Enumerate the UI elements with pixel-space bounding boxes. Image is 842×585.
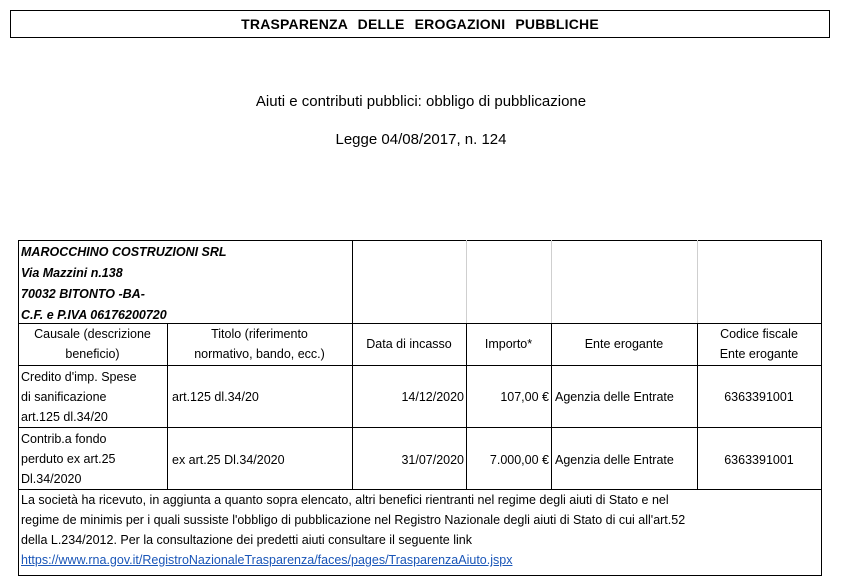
header-causale-line2: beneficio) <box>65 347 120 361</box>
note-line2: regime de minimis per i quali sussiste l'obbligo di pubblicazione nel Registro Nazionale degli aiuti di Stato di cui all'art.52 <box>21 513 686 527</box>
grants-table <box>18 240 822 576</box>
table-border-top <box>18 240 822 241</box>
header-bottom-line <box>18 365 822 366</box>
row1-causale-line3: art.125 dl.34/20 <box>21 410 108 424</box>
table-row-2-data: 31/07/2020 <box>401 453 464 467</box>
note-line1: La società ha ricevuto, in aggiunta a quanto sopra elencato, altri benefici rientranti nel regime degli aiuti di Stato e nel <box>21 493 669 507</box>
company-name: MAROCCHINO COSTRUZIONI SRL <box>21 245 227 259</box>
table-row-1-importo: 107,00 € <box>500 390 549 404</box>
gridline <box>697 240 698 323</box>
row2-causale-line2: perduto ex art.25 <box>21 452 116 466</box>
table-row-1-causale <box>21 367 167 427</box>
company-address: Via Mazzini n.138 <box>21 266 123 280</box>
header-titolo-line1: Titolo (riferimento <box>211 327 308 341</box>
header-causale <box>18 324 167 364</box>
table-border-bottom <box>18 575 822 576</box>
gridline <box>466 240 467 323</box>
gridline <box>551 240 552 323</box>
table-row-2-causale <box>21 429 167 489</box>
disclosure-note <box>21 490 819 570</box>
table-row-2-importo: 7.000,00 € <box>489 453 549 467</box>
note-line3: della L.234/2012. Per la consultazione dei predetti aiuti consultare il seguente link <box>21 533 472 547</box>
header-ente: Ente erogante <box>584 337 664 351</box>
row1-bottom-line <box>18 427 822 428</box>
row1-causale-line1: Credito d'imp. Spese <box>21 370 137 384</box>
page-title: TRASPARENZA DELLE EROGAZIONI PUBBLICHE <box>241 16 599 32</box>
page-title-box <box>10 10 830 38</box>
table-row-2-ente: Agenzia delle Entrate <box>555 453 674 467</box>
header-causale-line1: Causale (descrizione <box>34 327 151 341</box>
table-row-1-titolo: art.125 dl.34/20 <box>172 390 259 404</box>
table-border-left <box>18 240 19 576</box>
table-row-1-ente: Agenzia delle Entrate <box>555 390 674 404</box>
row2-causale-line1: Contrib.a fondo <box>21 432 107 446</box>
table-row-1-data: 14/12/2020 <box>401 390 464 404</box>
company-info <box>21 242 227 326</box>
header-importo: Importo* <box>484 337 533 351</box>
table-row-1-codice: 6363391001 <box>724 390 794 404</box>
table-border-right <box>821 240 822 576</box>
header-titolo-line2: normativo, bando, ecc.) <box>194 347 325 361</box>
table-row-2-codice: 6363391001 <box>724 453 794 467</box>
header-codice-line1: Codice fiscale <box>720 327 798 341</box>
table-row-2-titolo: ex art.25 Dl.34/2020 <box>172 453 285 467</box>
law-reference: Legge 04/08/2017, n. 124 <box>335 131 507 148</box>
header-codice-line2: Ente erogante <box>719 347 799 361</box>
header-titolo <box>167 324 352 364</box>
rna-registry-link[interactable]: https://www.rna.gov.it/RegistroNazionaleTrasparenza/faces/pages/TrasparenzaAiuto.jspx <box>21 553 513 567</box>
header-codice <box>697 324 821 364</box>
company-tax-id: C.F. e P.IVA 06176200720 <box>21 308 167 322</box>
row2-causale-line3: Dl.34/2020 <box>21 472 82 486</box>
company-city: 70032 BITONTO -BA- <box>21 287 145 301</box>
row1-causale-line2: di sanificazione <box>21 390 107 404</box>
header-data: Data di incasso <box>366 337 452 351</box>
page-subtitle: Aiuti e contributi pubblici: obbligo di pubblicazione <box>255 93 587 110</box>
